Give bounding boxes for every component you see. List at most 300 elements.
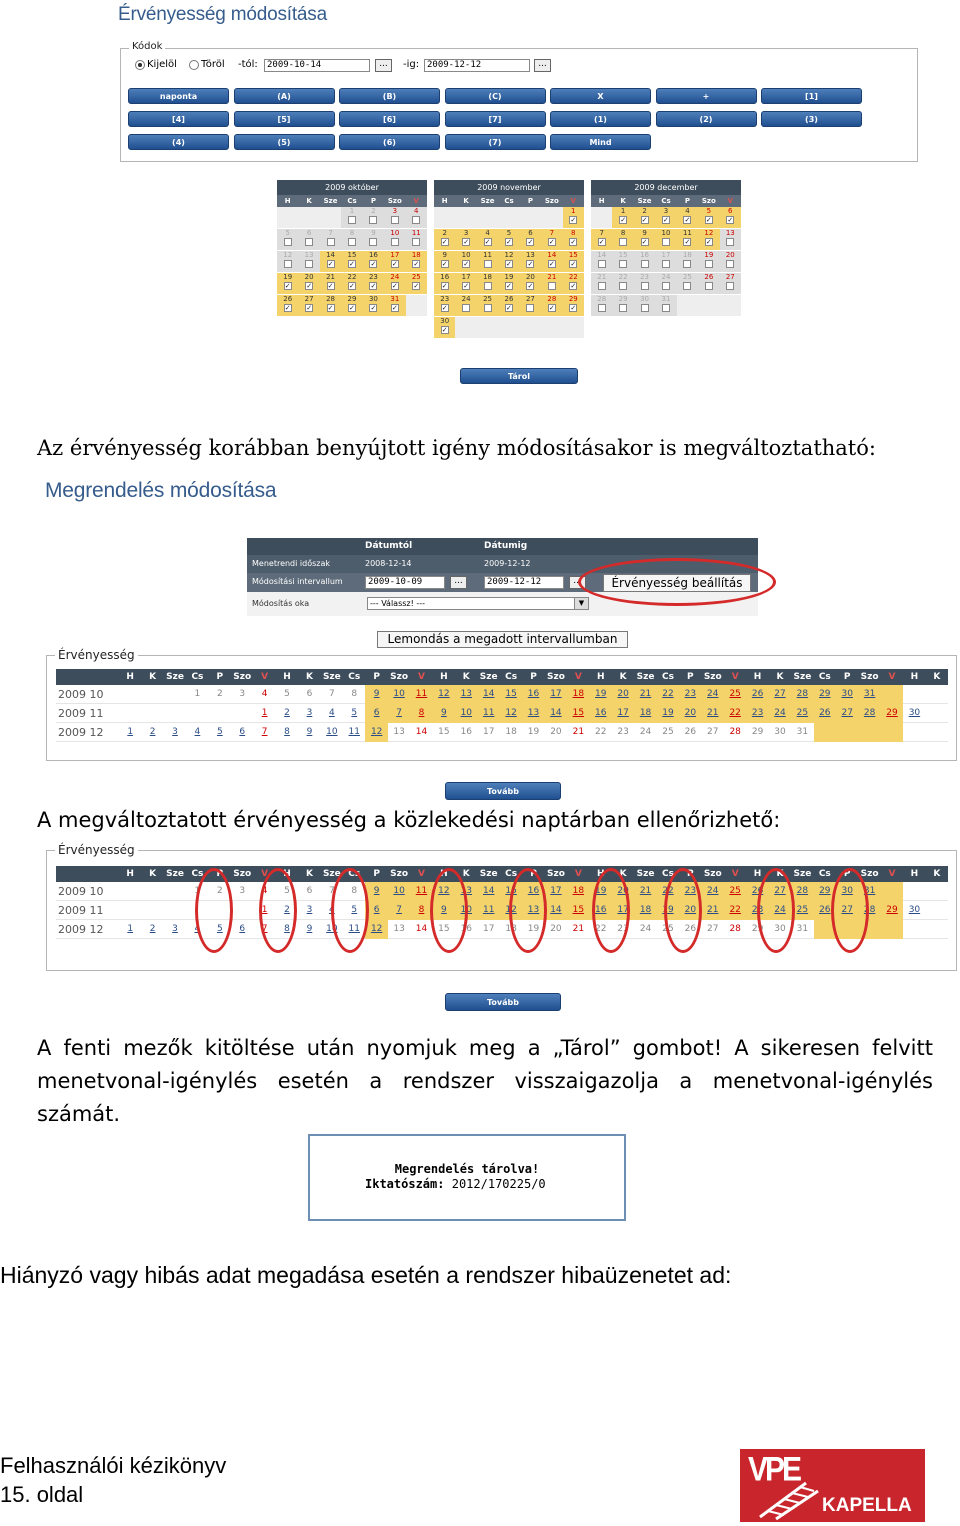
day-cell[interactable] — [677, 207, 698, 229]
strip-day[interactable]: 4 — [194, 726, 201, 737]
strip-day[interactable]: 17 — [482, 726, 495, 737]
strip-day[interactable]: 17 — [545, 685, 567, 704]
day-checkbox[interactable] — [641, 282, 649, 290]
day-checkbox[interactable] — [369, 282, 377, 290]
day-checkbox[interactable] — [705, 238, 713, 246]
strip-day[interactable]: 1 — [127, 923, 134, 934]
strip-day[interactable] — [141, 704, 163, 723]
strip-day[interactable]: 20 — [612, 882, 634, 901]
day-checkbox[interactable] — [705, 260, 713, 268]
day-checkbox[interactable] — [548, 282, 556, 290]
strip-day[interactable] — [141, 882, 163, 901]
strip-day[interactable]: 22 — [724, 704, 746, 723]
strip-day[interactable]: 11 — [410, 882, 432, 901]
strip-day[interactable] — [926, 882, 948, 901]
day-cell[interactable] — [634, 229, 655, 251]
day-cell[interactable] — [298, 229, 319, 251]
day-cell[interactable] — [498, 317, 519, 339]
code-button[interactable]: [6] — [339, 111, 440, 127]
day-cell[interactable] — [363, 229, 384, 251]
day-checkbox[interactable] — [641, 260, 649, 268]
day-cell[interactable] — [541, 229, 562, 251]
strip-day[interactable] — [814, 723, 836, 742]
strip-day[interactable]: 1 — [127, 726, 134, 737]
day-checkbox[interactable] — [484, 260, 492, 268]
strip-day[interactable]: 5 — [351, 707, 358, 718]
day-cell[interactable] — [341, 295, 362, 317]
strip-day[interactable]: 18 — [567, 882, 589, 901]
modify-to-input[interactable]: 2009-12-12 — [484, 576, 564, 589]
day-checkbox[interactable] — [569, 304, 577, 312]
strip-day[interactable]: 25 — [662, 726, 674, 737]
strip-day[interactable]: 2 — [216, 688, 223, 699]
day-checkbox[interactable] — [327, 282, 335, 290]
chevron-down-icon[interactable]: ▼ — [574, 598, 588, 609]
strip-day[interactable] — [881, 920, 903, 939]
strip-day[interactable]: 10 — [455, 901, 477, 920]
strip-day[interactable]: 8 — [284, 726, 290, 737]
day-checkbox[interactable] — [369, 260, 377, 268]
day-checkbox[interactable] — [441, 260, 449, 268]
set-validity-button[interactable]: Érvényesség beállítás — [603, 574, 751, 592]
strip-day[interactable]: 22 — [595, 923, 607, 934]
day-cell[interactable] — [455, 317, 476, 339]
strip-day[interactable]: 30 — [836, 685, 858, 704]
strip-day[interactable] — [881, 882, 903, 901]
next-button[interactable]: Tovább — [445, 993, 561, 1011]
day-checkbox[interactable] — [726, 216, 734, 224]
day-cell[interactable] — [477, 295, 498, 317]
day-checkbox[interactable] — [369, 304, 377, 312]
day-cell[interactable] — [320, 273, 341, 295]
code-button[interactable]: [7] — [445, 111, 546, 127]
strip-day[interactable]: 7 — [328, 688, 335, 699]
code-button[interactable]: (6) — [339, 134, 440, 150]
strip-day[interactable]: 18 — [505, 923, 517, 934]
day-checkbox[interactable] — [462, 304, 470, 312]
day-checkbox[interactable] — [548, 304, 556, 312]
day-checkbox[interactable] — [391, 282, 399, 290]
day-checkbox[interactable] — [569, 260, 577, 268]
strip-day[interactable]: 5 — [216, 923, 223, 934]
day-cell[interactable] — [498, 295, 519, 317]
strip-day[interactable]: 9 — [365, 685, 387, 704]
day-cell[interactable] — [655, 229, 676, 251]
day-cell[interactable] — [384, 229, 405, 251]
strip-day[interactable]: 21 — [702, 704, 724, 723]
day-checkbox[interactable] — [305, 304, 313, 312]
strip-day[interactable]: 25 — [791, 901, 813, 920]
strip-day[interactable]: 13 — [393, 923, 405, 934]
day-checkbox[interactable] — [662, 216, 670, 224]
strip-day[interactable]: 7 — [328, 885, 335, 896]
day-checkbox[interactable] — [598, 282, 606, 290]
day-cell[interactable] — [612, 273, 633, 295]
day-cell[interactable] — [477, 317, 498, 339]
strip-day[interactable]: 7 — [388, 704, 410, 723]
strip-day[interactable]: 9 — [306, 923, 313, 934]
strip-day[interactable]: 23 — [746, 901, 768, 920]
strip-day[interactable]: 28 — [858, 901, 880, 920]
strip-day[interactable] — [926, 920, 948, 939]
code-button[interactable]: (C) — [445, 88, 546, 104]
strip-day[interactable] — [164, 704, 186, 723]
day-checkbox[interactable] — [391, 216, 399, 224]
strip-day[interactable] — [903, 882, 925, 901]
day-cell[interactable] — [698, 295, 719, 317]
strip-day[interactable]: 31 — [858, 882, 880, 901]
day-cell[interactable] — [320, 295, 341, 317]
day-cell[interactable] — [520, 317, 541, 339]
day-cell[interactable] — [634, 251, 655, 273]
strip-day[interactable] — [164, 901, 186, 920]
day-cell[interactable] — [612, 229, 633, 251]
strip-day[interactable]: 25 — [724, 685, 746, 704]
day-cell[interactable] — [591, 273, 612, 295]
strip-day[interactable]: 16 — [522, 882, 544, 901]
strip-day[interactable]: 26 — [814, 704, 836, 723]
day-checkbox[interactable] — [662, 238, 670, 246]
strip-day[interactable]: 9 — [433, 704, 455, 723]
strip-day[interactable]: 8 — [351, 885, 358, 896]
strip-day[interactable] — [186, 704, 208, 723]
day-checkbox[interactable] — [526, 304, 534, 312]
strip-day[interactable]: 6 — [365, 704, 387, 723]
day-checkbox[interactable] — [641, 216, 649, 224]
strip-day[interactable]: 29 — [881, 704, 903, 723]
day-checkbox[interactable] — [484, 304, 492, 312]
strip-day[interactable]: 8 — [410, 704, 432, 723]
day-cell[interactable] — [698, 207, 719, 229]
day-cell[interactable] — [434, 207, 455, 229]
code-button[interactable]: (3) — [761, 111, 862, 127]
day-checkbox[interactable] — [484, 282, 492, 290]
strip-day[interactable]: 29 — [814, 882, 836, 901]
day-cell[interactable] — [591, 295, 612, 317]
day-cell[interactable] — [298, 207, 319, 229]
strip-day[interactable]: 1 — [194, 688, 201, 699]
day-cell[interactable] — [406, 273, 427, 295]
strip-day[interactable]: 16 — [460, 923, 473, 934]
day-checkbox[interactable] — [348, 304, 356, 312]
strip-day[interactable] — [926, 901, 948, 920]
strip-day[interactable]: 29 — [751, 923, 764, 934]
day-cell[interactable] — [591, 229, 612, 251]
day-checkbox[interactable] — [662, 282, 670, 290]
day-cell[interactable] — [634, 295, 655, 317]
strip-day[interactable]: 5 — [216, 726, 223, 737]
store-button[interactable]: Tárol — [460, 368, 578, 384]
strip-day[interactable]: 12 — [500, 901, 522, 920]
day-checkbox[interactable] — [462, 260, 470, 268]
strip-day[interactable]: 15 — [567, 704, 589, 723]
day-checkbox[interactable] — [548, 260, 556, 268]
strip-day[interactable]: 19 — [657, 901, 679, 920]
strip-day[interactable]: 4 — [261, 688, 268, 699]
day-checkbox[interactable] — [505, 304, 513, 312]
code-button[interactable]: (B) — [339, 88, 440, 104]
strip-day[interactable]: 16 — [460, 726, 473, 737]
day-cell[interactable] — [406, 295, 427, 317]
day-checkbox[interactable] — [548, 238, 556, 246]
day-cell[interactable] — [563, 251, 584, 273]
day-checkbox[interactable] — [441, 304, 449, 312]
select-radio[interactable] — [135, 60, 145, 70]
strip-day[interactable]: 29 — [751, 726, 764, 737]
day-cell[interactable] — [320, 251, 341, 273]
from-date-input[interactable]: 2009-10-14 — [264, 59, 370, 72]
strip-day[interactable]: 29 — [814, 685, 836, 704]
day-cell[interactable] — [698, 251, 719, 273]
day-checkbox[interactable] — [505, 260, 513, 268]
day-checkbox[interactable] — [619, 260, 627, 268]
strip-day[interactable]: 18 — [634, 704, 656, 723]
code-button[interactable]: Mind — [550, 134, 651, 150]
strip-day[interactable]: 28 — [729, 726, 741, 737]
day-checkbox[interactable] — [598, 260, 606, 268]
strip-day[interactable]: 3 — [239, 688, 246, 699]
day-checkbox[interactable] — [412, 216, 420, 224]
strip-day[interactable]: 14 — [545, 704, 567, 723]
strip-day[interactable] — [926, 704, 948, 723]
day-checkbox[interactable] — [726, 282, 734, 290]
strip-day[interactable]: 11 — [410, 685, 432, 704]
day-checkbox[interactable] — [598, 304, 606, 312]
strip-day[interactable]: 3 — [306, 707, 313, 718]
strip-day[interactable]: 19 — [527, 923, 540, 934]
day-cell[interactable] — [677, 229, 698, 251]
strip-day[interactable]: 12 — [365, 920, 387, 939]
strip-day[interactable] — [119, 882, 141, 901]
strip-day[interactable]: 26 — [684, 923, 697, 934]
day-checkbox[interactable] — [726, 260, 734, 268]
strip-day[interactable]: 15 — [500, 882, 522, 901]
modify-from-input[interactable]: 2009-10-09 — [365, 576, 445, 589]
strip-day[interactable]: 31 — [858, 685, 880, 704]
strip-day[interactable]: 14 — [478, 685, 500, 704]
strip-day[interactable]: 6 — [306, 688, 313, 699]
strip-day[interactable]: 27 — [707, 726, 719, 737]
strip-day[interactable]: 2 — [216, 885, 223, 896]
strip-day[interactable]: 25 — [724, 882, 746, 901]
strip-day[interactable]: 5 — [284, 688, 290, 699]
strip-day[interactable]: 27 — [769, 685, 791, 704]
day-checkbox[interactable] — [505, 238, 513, 246]
day-cell[interactable] — [520, 295, 541, 317]
day-cell[interactable] — [563, 317, 584, 339]
strip-day[interactable]: 24 — [639, 726, 652, 737]
day-checkbox[interactable] — [441, 238, 449, 246]
day-checkbox[interactable] — [348, 216, 356, 224]
strip-day[interactable]: 10 — [455, 704, 477, 723]
strip-day[interactable] — [231, 704, 253, 723]
strip-day[interactable]: 26 — [746, 685, 768, 704]
day-cell[interactable] — [591, 251, 612, 273]
day-checkbox[interactable] — [412, 260, 420, 268]
strip-day[interactable]: 4 — [328, 904, 335, 915]
day-checkbox[interactable] — [726, 238, 734, 246]
code-button[interactable]: [1] — [761, 88, 862, 104]
day-checkbox[interactable] — [569, 282, 577, 290]
cancel-interval-button[interactable]: Lemondás a megadott intervallumban — [377, 631, 628, 648]
day-cell[interactable] — [591, 207, 612, 229]
strip-day[interactable]: 18 — [634, 901, 656, 920]
day-cell[interactable] — [363, 251, 384, 273]
day-checkbox[interactable] — [526, 260, 534, 268]
day-checkbox[interactable] — [327, 304, 335, 312]
day-cell[interactable] — [277, 251, 298, 273]
strip-day[interactable]: 2 — [149, 726, 156, 737]
strip-day[interactable]: 6 — [306, 885, 313, 896]
day-cell[interactable] — [320, 207, 341, 229]
strip-day[interactable]: 21 — [634, 882, 656, 901]
strip-day[interactable]: 27 — [707, 923, 719, 934]
day-cell[interactable] — [520, 207, 541, 229]
day-cell[interactable] — [477, 273, 498, 295]
day-cell[interactable] — [477, 207, 498, 229]
day-checkbox[interactable] — [327, 238, 335, 246]
strip-day[interactable] — [119, 685, 141, 704]
strip-day[interactable]: 24 — [702, 882, 724, 901]
strip-day[interactable]: 23 — [617, 726, 629, 737]
day-cell[interactable] — [455, 251, 476, 273]
strip-day[interactable]: 7 — [261, 923, 268, 934]
day-checkbox[interactable] — [526, 238, 534, 246]
strip-day[interactable]: 3 — [172, 726, 178, 737]
strip-day[interactable]: 19 — [527, 726, 540, 737]
strip-day[interactable]: 2 — [149, 923, 156, 934]
strip-day[interactable]: 13 — [393, 726, 405, 737]
day-cell[interactable] — [277, 229, 298, 251]
day-checkbox[interactable] — [305, 238, 313, 246]
strip-day[interactable]: 22 — [657, 685, 679, 704]
day-checkbox[interactable] — [683, 282, 691, 290]
strip-day[interactable]: 19 — [657, 704, 679, 723]
day-cell[interactable] — [634, 273, 655, 295]
day-checkbox[interactable] — [683, 238, 691, 246]
strip-day[interactable]: 3 — [172, 923, 178, 934]
strip-day[interactable] — [119, 704, 141, 723]
day-checkbox[interactable] — [505, 282, 513, 290]
strip-day[interactable]: 9 — [433, 901, 455, 920]
day-cell[interactable] — [541, 251, 562, 273]
day-checkbox[interactable] — [641, 304, 649, 312]
strip-day[interactable]: 8 — [351, 688, 358, 699]
strip-day[interactable]: 2 — [284, 707, 290, 718]
code-button[interactable]: [4] — [128, 111, 229, 127]
strip-day[interactable]: 30 — [774, 726, 786, 737]
strip-day[interactable]: 31 — [796, 726, 809, 737]
day-cell[interactable] — [677, 273, 698, 295]
strip-day[interactable]: 18 — [567, 685, 589, 704]
strip-day[interactable]: 18 — [505, 726, 517, 737]
strip-day[interactable]: 25 — [662, 923, 674, 934]
strip-day[interactable]: 23 — [679, 882, 701, 901]
code-button[interactable]: (4) — [128, 134, 229, 150]
strip-day[interactable]: 3 — [306, 904, 313, 915]
day-cell[interactable] — [384, 295, 405, 317]
day-cell[interactable] — [341, 229, 362, 251]
strip-day[interactable]: 9 — [306, 726, 313, 737]
strip-day[interactable]: 12 — [365, 723, 387, 742]
strip-day[interactable]: 27 — [836, 901, 858, 920]
day-cell[interactable] — [455, 207, 476, 229]
strip-day[interactable] — [141, 901, 163, 920]
strip-day[interactable]: 4 — [194, 923, 201, 934]
day-cell[interactable] — [434, 229, 455, 251]
day-cell[interactable] — [363, 273, 384, 295]
strip-day[interactable]: 1 — [261, 904, 268, 915]
day-checkbox[interactable] — [348, 282, 356, 290]
day-cell[interactable] — [677, 251, 698, 273]
next-button[interactable]: Tovább — [445, 782, 561, 800]
strip-day[interactable]: 1 — [194, 885, 201, 896]
strip-day[interactable] — [209, 704, 231, 723]
code-button[interactable]: naponta — [128, 88, 229, 104]
strip-day[interactable] — [231, 901, 253, 920]
strip-day[interactable]: 6 — [239, 726, 246, 737]
strip-day[interactable]: 29 — [881, 901, 903, 920]
day-checkbox[interactable] — [619, 238, 627, 246]
day-cell[interactable] — [698, 229, 719, 251]
strip-day[interactable]: 10 — [388, 882, 410, 901]
strip-day[interactable]: 16 — [522, 685, 544, 704]
code-button[interactable]: X — [550, 88, 651, 104]
strip-day[interactable]: 30 — [836, 882, 858, 901]
strip-day[interactable]: 21 — [634, 685, 656, 704]
strip-day[interactable] — [164, 882, 186, 901]
day-cell[interactable] — [612, 207, 633, 229]
strip-day[interactable]: 23 — [746, 704, 768, 723]
day-cell[interactable] — [384, 273, 405, 295]
strip-day[interactable]: 28 — [791, 685, 813, 704]
strip-day[interactable]: 1 — [261, 707, 268, 718]
strip-day[interactable]: 26 — [746, 882, 768, 901]
day-checkbox[interactable] — [484, 238, 492, 246]
strip-day[interactable]: 21 — [572, 923, 585, 934]
day-cell[interactable] — [363, 295, 384, 317]
strip-day[interactable]: 20 — [612, 685, 634, 704]
day-cell[interactable] — [655, 251, 676, 273]
day-cell[interactable] — [541, 207, 562, 229]
strip-day[interactable]: 13 — [455, 882, 477, 901]
day-checkbox[interactable] — [369, 216, 377, 224]
strip-day[interactable]: 19 — [590, 685, 612, 704]
strip-day[interactable]: 14 — [478, 882, 500, 901]
day-checkbox[interactable] — [641, 238, 649, 246]
code-button[interactable]: (2) — [656, 111, 757, 127]
day-cell[interactable] — [455, 295, 476, 317]
strip-day[interactable] — [881, 685, 903, 704]
strip-day[interactable] — [141, 685, 163, 704]
day-cell[interactable] — [406, 251, 427, 273]
day-checkbox[interactable] — [348, 238, 356, 246]
strip-day[interactable] — [903, 685, 925, 704]
day-checkbox[interactable] — [662, 304, 670, 312]
strip-day[interactable]: 13 — [522, 704, 544, 723]
strip-day[interactable]: 8 — [410, 901, 432, 920]
day-checkbox[interactable] — [391, 260, 399, 268]
strip-day[interactable] — [903, 723, 925, 742]
day-cell[interactable] — [363, 207, 384, 229]
strip-day[interactable]: 20 — [679, 901, 701, 920]
strip-day[interactable]: 14 — [415, 726, 428, 737]
modify-to-picker-button[interactable]: ... — [569, 576, 586, 589]
strip-day[interactable]: 2 — [284, 904, 290, 915]
strip-day[interactable]: 20 — [550, 923, 562, 934]
strip-day[interactable]: 30 — [908, 707, 921, 718]
strip-day[interactable]: 24 — [639, 923, 652, 934]
